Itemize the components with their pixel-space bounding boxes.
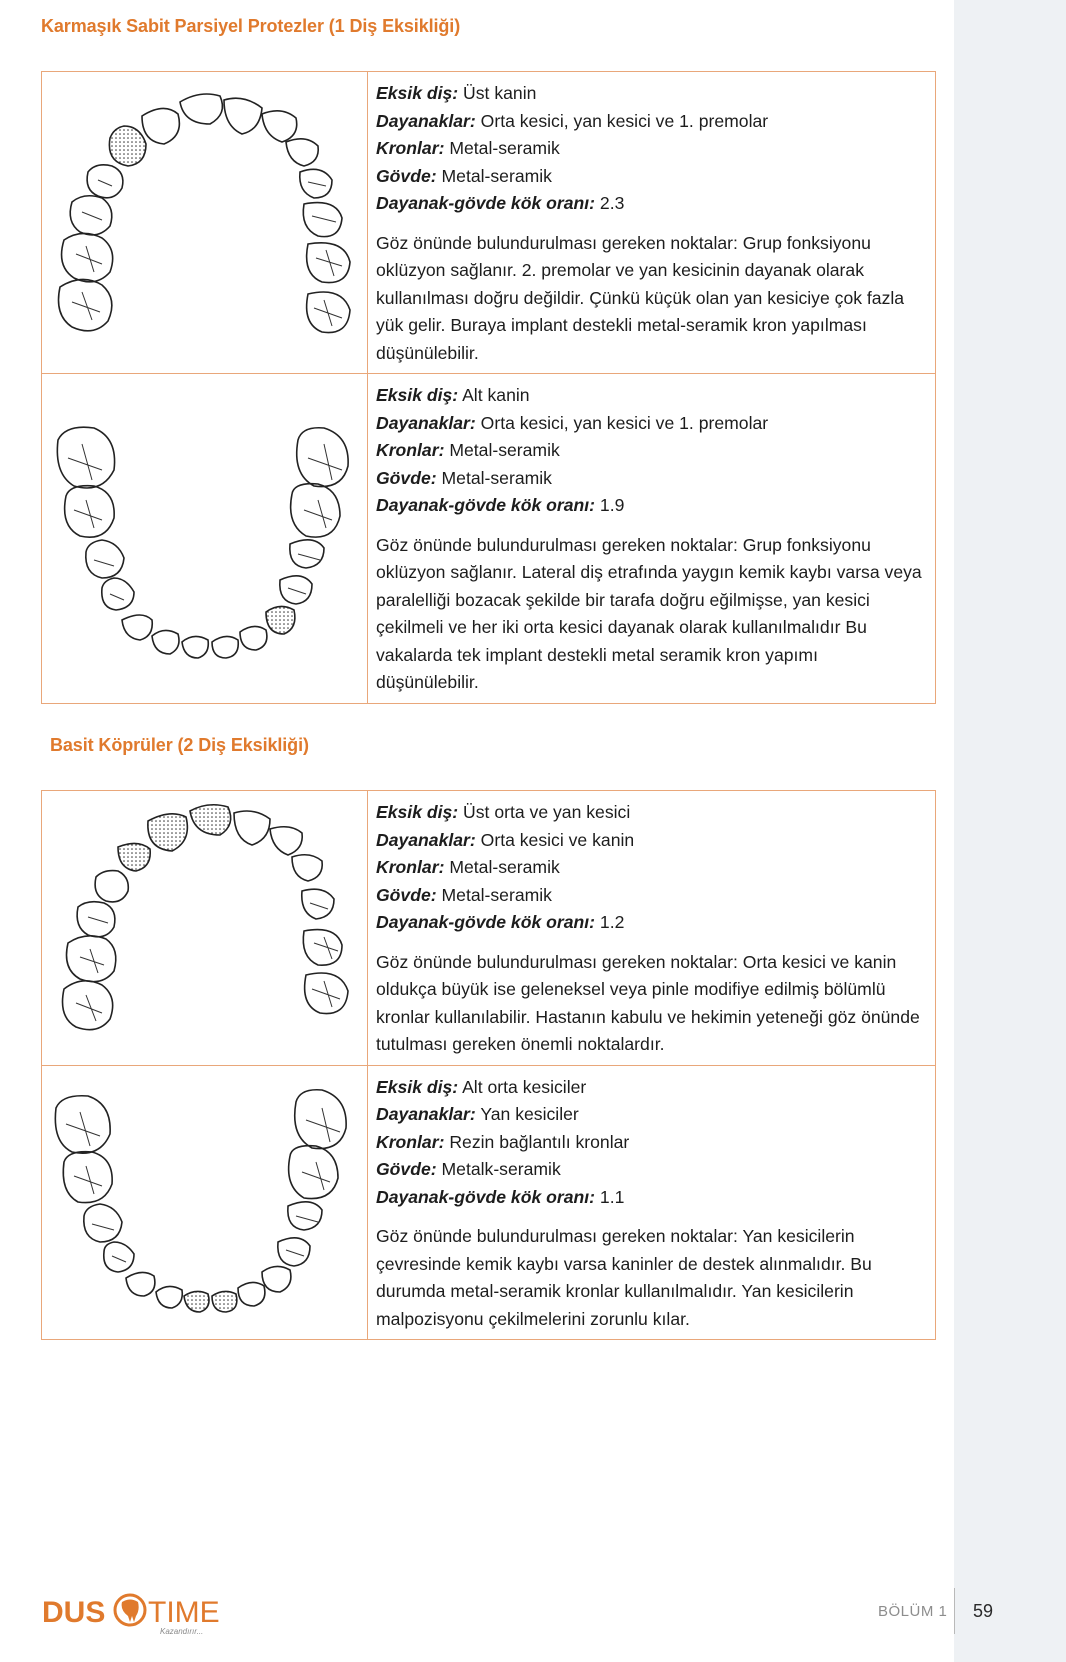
case-text-cell <box>368 72 936 374</box>
pontic-line: Gövde: Metalk-seramik <box>376 1159 561 1179</box>
pontic-line: Gövde: Metal-seramik <box>376 884 552 905</box>
crowns-line: Kronlar: Metal-seramik <box>376 440 560 460</box>
missing-tooth-line: Eksik diş: Üst orta ve yan kesici <box>376 802 631 822</box>
figure-cell <box>42 374 368 704</box>
case-table-1 <box>41 71 936 704</box>
abutments-line: Dayanaklar: Orta kesici ve kanin <box>376 829 635 850</box>
case-table-2 <box>41 790 936 1340</box>
case-text-cell <box>368 374 936 704</box>
figure-cell <box>42 1065 368 1340</box>
logo-dus-text: DUS <box>42 1596 106 1629</box>
abutments-line: Dayanaklar: Yan kesiciler <box>376 1104 579 1124</box>
case-text-cell <box>368 1065 936 1340</box>
case-row <box>42 791 936 1066</box>
tooth-clock-icon <box>115 1595 145 1625</box>
side-margin-strip <box>954 0 1066 1662</box>
considerations-note: Göz önünde bulundurulması gereken noktalar: Yan kesicilerin çevresinde kemik kaybı varsa kaninler de destek alınmalıdır. Bu durumda metal-seramik kronlar kullanılmalıdır. Yan kesicilerin malpozisyonu çekilmelerini zorunlu kılar. <box>376 1226 872 1329</box>
abutments-line: Dayanaklar: Orta kesici, yan kesici ve 1. premolar <box>376 110 769 131</box>
considerations-note: Göz önünde bulundurulması gereken noktalar: Grup fonksiyonu oklüzyon sağlanır. Lateral diş etrafında yaygın kemik kaybı varsa veya paralelliği bozacak şekilde bir tarafa doğru eğilmişse, yan kesici çekilmeli ve her iki orta kesici dayanak olarak kullanılmalıdır Bu vakalarda tek implant destekli metal seramik kron yapımı düşünülebilir. <box>376 534 922 692</box>
section-title-1: Karmaşık Sabit Parsiyel Protezler (1 Diş Eksikliği) <box>41 16 461 36</box>
considerations-note: Göz önünde bulundurulması gereken noktalar: Orta kesici ve kanin oldukça büyük ise geleneksel veya pinle modifiye edilmiş bölümlü kronlar kullanılabilir. Hastanın kabulu ve hekimin yeteneği göz önünde tutulması gereken önemli noktalardır. <box>376 951 920 1054</box>
figure-cell <box>42 72 368 374</box>
pontic-line: Gövde: Metal-seramik <box>376 165 552 186</box>
lower-dental-arch-figure <box>42 374 367 700</box>
abutments-line: Dayanaklar: Orta kesici, yan kesici ve 1. premolar <box>376 412 769 433</box>
considerations-note: Göz önünde bulundurulması gereken noktalar: Grup fonksiyonu oklüzyon sağlanır. 2. premolar ve yan kesicinin dayanak olarak kullanılması doğru değildir. Çünkü küçük olan yan kesiciye çok fazla yük gelir. Buraya implant destekli metal-seramik kron yapılması düşünülebilir. <box>376 232 905 363</box>
page-number: 59 <box>973 1601 994 1621</box>
crowns-line: Kronlar: Metal-seramik <box>376 857 560 877</box>
root-ratio-line: Dayanak-gövde kök oranı: 1.9 <box>376 495 625 515</box>
root-ratio-line: Dayanak-gövde kök oranı: 1.1 <box>376 1186 625 1207</box>
crowns-line: Kronlar: Rezin bağlantılı kronlar <box>376 1131 630 1152</box>
chapter-label: BÖLÜM 1 <box>878 1603 948 1620</box>
upper-dental-arch-figure <box>42 791 367 1059</box>
lower-dental-arch-figure <box>42 1066 367 1334</box>
root-ratio-line: Dayanak-gövde kök oranı: 1.2 <box>376 912 625 932</box>
case-row <box>42 72 936 374</box>
footer-divider <box>954 1588 955 1634</box>
missing-tooth-line: Eksik diş: Alt kanin <box>376 385 530 405</box>
missing-tooth-line: Eksik diş: Üst kanin <box>376 83 537 103</box>
case-row <box>42 1065 936 1340</box>
root-ratio-line: Dayanak-gövde kök oranı: 2.3 <box>376 193 625 213</box>
case-row <box>42 374 936 704</box>
section-title-2: Basit Köprüler (2 Diş Eksikliği) <box>50 735 309 755</box>
crowns-line: Kronlar: Metal-seramik <box>376 138 560 158</box>
dustime-logo <box>42 1588 232 1638</box>
missing-tooth-line: Eksik diş: Alt orta kesiciler <box>376 1076 587 1097</box>
logo-time-text: TIME <box>148 1596 220 1629</box>
upper-dental-arch-figure <box>42 72 367 368</box>
figure-cell <box>42 791 368 1066</box>
case-text-cell <box>368 791 936 1066</box>
pontic-line: Gövde: Metal-seramik <box>376 467 552 488</box>
logo-tagline: Kazandırır... <box>160 1627 204 1636</box>
